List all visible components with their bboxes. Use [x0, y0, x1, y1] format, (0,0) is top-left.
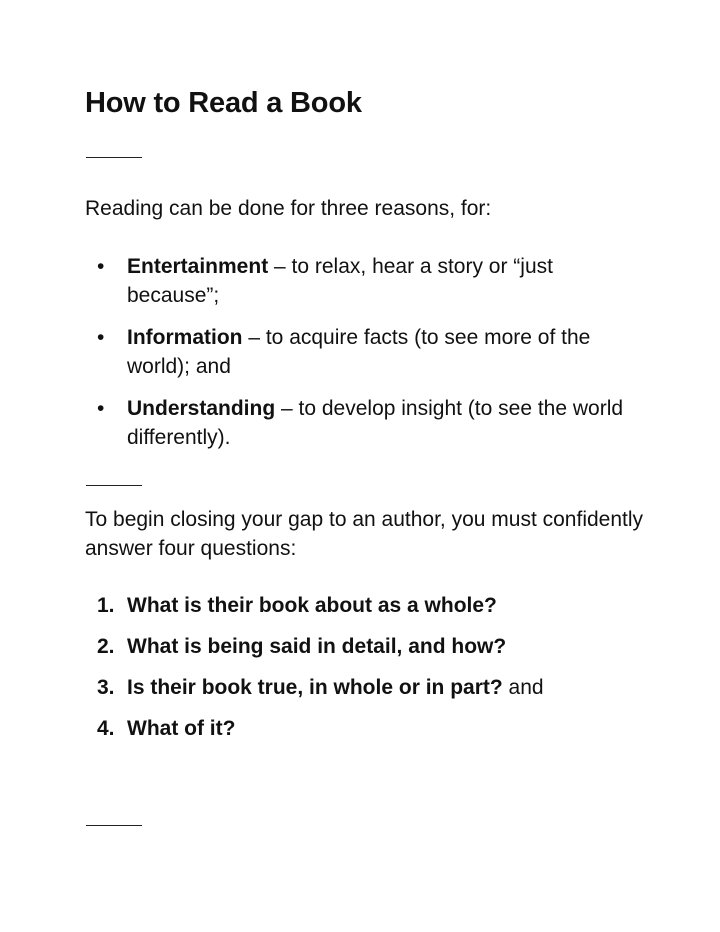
- question-item: [0, 591, 627, 620]
- question-tail: and: [502, 676, 544, 699]
- bullet-marker: •: [97, 326, 105, 349]
- reason-term: Information: [127, 326, 243, 349]
- question-text: What is their book about as a whole?: [127, 594, 497, 617]
- questions-intro-paragraph: To begin closing your gap to an author, you must confidently answer four questions:: [85, 508, 644, 560]
- reason-description: – to relax, hear a story or “just because”;: [127, 255, 553, 307]
- divider-middle: [86, 485, 142, 486]
- question-text: What of it?: [127, 717, 236, 740]
- number-marker: 2.: [97, 635, 115, 658]
- reasons-list: [0, 252, 627, 465]
- number-marker: 1.: [97, 594, 115, 617]
- question-item: [0, 673, 627, 702]
- question-text: What is being said in detail, and how?: [127, 635, 507, 658]
- reason-term: Entertainment: [127, 255, 269, 278]
- number-marker: 4.: [97, 717, 115, 740]
- question-text: Is their book true, in whole or in part?: [127, 676, 503, 699]
- questions-list: [0, 591, 627, 755]
- page-title: How to Read a Book: [85, 87, 362, 119]
- reason-term: Understanding: [127, 397, 276, 420]
- bullet-marker: •: [97, 255, 105, 278]
- reason-description: – to develop insight (to see the world differently).: [127, 397, 624, 449]
- reason-description: – to acquire facts (to see more of the world); and: [127, 326, 591, 378]
- question-item: [0, 714, 627, 743]
- reason-understanding: [0, 394, 627, 452]
- reason-information: [0, 323, 627, 381]
- question-item: [0, 632, 627, 661]
- divider-top: [86, 157, 142, 158]
- intro-paragraph: Reading can be done for three reasons, for:: [85, 197, 492, 220]
- bullet-marker: •: [97, 397, 105, 420]
- number-marker: 3.: [97, 676, 115, 699]
- divider-bottom: [86, 825, 142, 826]
- reason-entertainment: [0, 252, 627, 310]
